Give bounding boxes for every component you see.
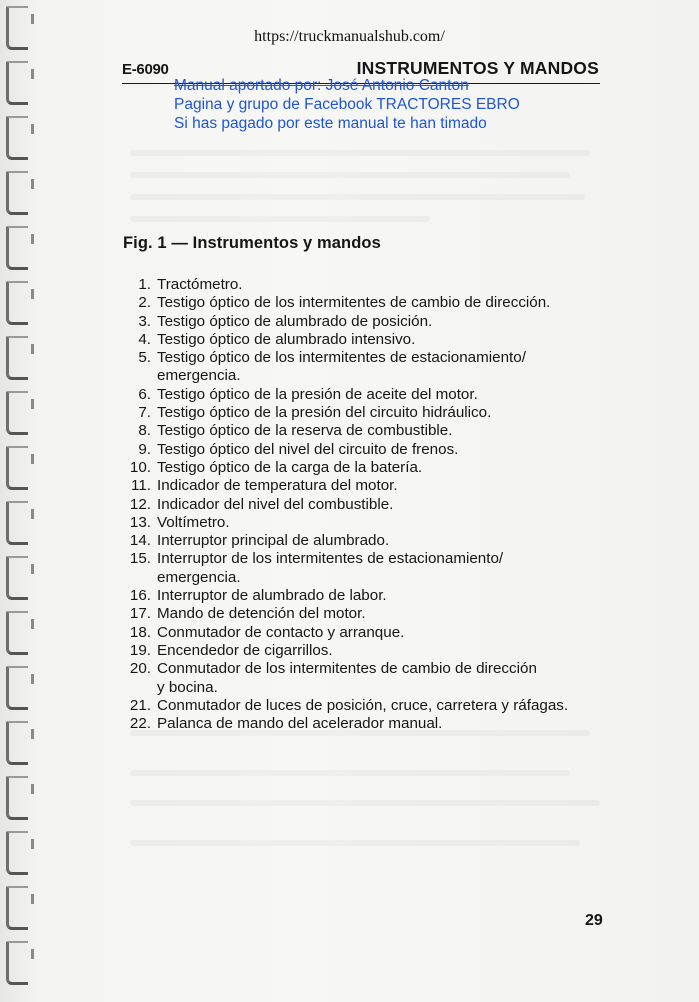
list-item-number: 1. [138, 276, 151, 293]
list-item-number: 7. [138, 404, 151, 422]
list-item [115, 404, 568, 422]
list-item-number: 8. [138, 422, 151, 440]
list-item-text: Indicador del nivel del combustible. [157, 495, 394, 513]
watermark-line-1: Manual aportado por: José Antonio Canton [174, 77, 469, 94]
binder-ring [6, 776, 28, 820]
page-number: 29 [585, 912, 603, 929]
watermark-notice [174, 76, 520, 133]
list-item [115, 660, 568, 697]
list-item-text: emergencia. [157, 367, 241, 385]
binder-ring [6, 446, 28, 490]
list-item [115, 294, 568, 312]
list-item-text: Voltímetro. [157, 513, 230, 531]
list-item-number: 13. [129, 513, 151, 531]
list-item-number: 10. [129, 458, 151, 476]
binder-ring [6, 501, 28, 545]
binder-ring [6, 831, 28, 875]
list-item-text: Testigo óptico de alumbrado de posición. [157, 312, 433, 330]
list-item-number: 6. [138, 385, 151, 403]
watermark-line-3: Si has pagado por este manual te han timado [174, 115, 487, 132]
watermark-line-2: Pagina y grupo de Facebook TRACTORES EBRO [174, 96, 520, 113]
binder-ring [6, 721, 28, 765]
list-item [115, 642, 568, 660]
list-item [115, 422, 568, 440]
list-item-number: 5. [138, 349, 151, 367]
list-item-text: Testigo óptico de los intermitentes de estacionamiento/ [157, 349, 526, 367]
list-item-text: Encendedor de cigarrillos. [157, 641, 333, 659]
binder-ring [6, 941, 28, 985]
list-item-text: Testigo óptico de la presión del circuito hidráulico. [157, 404, 492, 422]
list-item-text: Tractómetro. [157, 276, 243, 293]
list-item-number: 2. [138, 294, 151, 312]
list-item-text: y bocina. [157, 678, 218, 696]
list-item-text: Conmutador de luces de posición, cruce, carretera y ráfagas. [157, 696, 569, 714]
binder-ring [6, 226, 28, 270]
list-item [115, 550, 568, 587]
binder-ring [6, 116, 28, 160]
list-item-number: 20. [129, 660, 151, 678]
list-item [115, 276, 568, 294]
list-item-text: Conmutador de los intermitentes de cambio de dirección [157, 660, 537, 678]
list-item [115, 349, 568, 386]
binder-rings [0, 0, 40, 1002]
list-item-text: Conmutador de contacto y arranque. [157, 623, 405, 641]
document-code: E-6090 [122, 61, 169, 78]
list-item [115, 386, 568, 404]
binder-ring [6, 391, 28, 435]
list-item-number: 11. [131, 477, 151, 495]
list-item-text: emergencia. [157, 568, 241, 586]
list-item-number: 3. [138, 312, 151, 330]
list-item [115, 715, 568, 733]
list-item-number: 19. [129, 641, 151, 659]
list-item [115, 496, 568, 514]
binder-ring [6, 336, 28, 380]
binder-ring [6, 556, 28, 600]
list-item-number: 15. [129, 550, 151, 568]
list-item [115, 624, 568, 642]
list-item [115, 459, 568, 477]
list-item-text: Testigo óptico del nivel del circuito de frenos. [157, 440, 459, 458]
list-item-number: 17. [129, 605, 151, 623]
list-item-number: 12. [129, 495, 151, 513]
binder-ring [6, 281, 28, 325]
list-item-text: Mando de detención del motor. [157, 605, 366, 623]
list-item-text: Testigo óptico de la presión de aceite del motor. [157, 385, 478, 403]
list-item-text: Testigo óptico de los intermitentes de cambio de dirección. [157, 294, 551, 312]
list-item [115, 697, 568, 715]
binder-ring [6, 171, 28, 215]
binder-ring [6, 61, 28, 105]
list-item [115, 514, 568, 532]
list-item-number: 9. [138, 440, 151, 458]
source-url[interactable]: https://truckmanualshub.com/ [254, 28, 445, 45]
list-item [115, 331, 568, 349]
binder-ring [6, 666, 28, 710]
list-item-number: 22. [129, 715, 151, 733]
list-item [115, 313, 568, 331]
list-item-text: Palanca de mando del acelerador manual. [157, 715, 443, 733]
list-item-text: Interruptor de los intermitentes de estacionamiento/ [157, 550, 504, 568]
list-item-number: 4. [138, 330, 151, 348]
list-item-number: 14. [129, 532, 151, 550]
list-item [115, 477, 568, 495]
list-item-number: 21. [129, 696, 151, 714]
list-item [115, 532, 568, 550]
list-item-text: Testigo óptico de alumbrado intensivo. [157, 330, 416, 348]
list-item [115, 605, 568, 623]
list-item [115, 587, 568, 605]
binder-ring [6, 611, 28, 655]
figure-title: Fig. 1 — Instrumentos y mandos [123, 234, 381, 252]
list-item-number: 18. [129, 623, 151, 641]
list-item-text: Testigo óptico de la reserva de combustible. [157, 422, 453, 440]
list-item-text: Interruptor principal de alumbrado. [157, 532, 390, 550]
binder-ring [6, 886, 28, 930]
list-item-text: Interruptor de alumbrado de labor. [157, 587, 387, 605]
list-item-number: 16. [129, 587, 151, 605]
list-item-text: Testigo óptico de la carga de la batería. [157, 458, 423, 476]
section-title: INSTRUMENTOS Y MANDOS [356, 58, 599, 78]
list-item [115, 441, 568, 459]
list-item-text: Indicador de temperatura del motor. [157, 477, 398, 495]
instruments-list [115, 276, 568, 733]
